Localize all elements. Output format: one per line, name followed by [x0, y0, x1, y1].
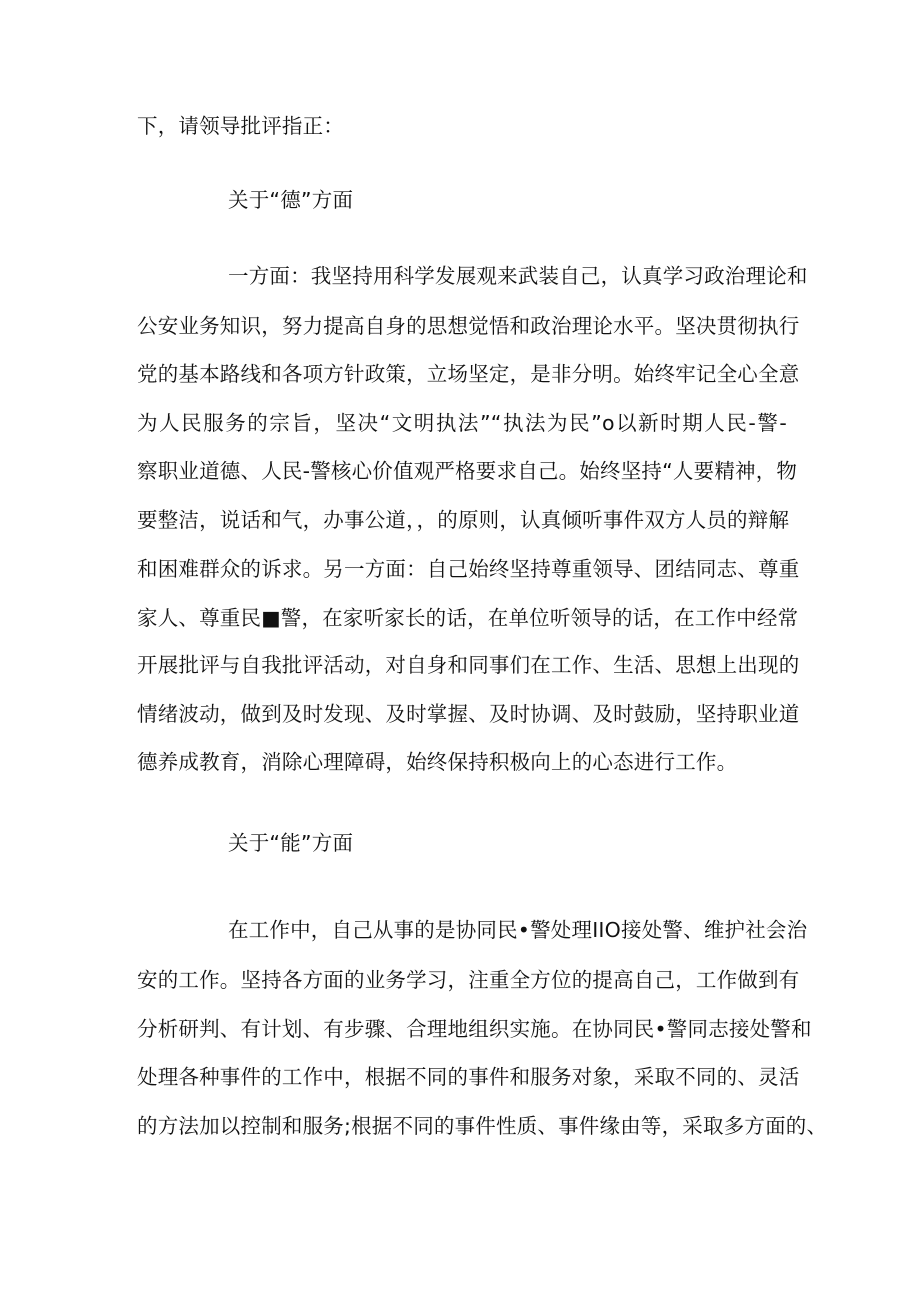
section-heading-de: 关于“德”方面: [228, 188, 354, 212]
paragraph-line: 开展批评与自我批评活动，对自身和同事们在工作、生活、思想上出现的: [137, 653, 800, 677]
paragraph-line: 一方面：我坚持用科学发展观来武装自己，认真学习政治理论和: [228, 264, 808, 288]
paragraph-line: 分析研判、有计划、有步骤、合理地组织实施。在协同民•警同志接处警和: [137, 1017, 812, 1041]
paragraph-line: 在工作中，自己从事的是协同民•警处理IIO接处警、维护社会治: [228, 918, 808, 942]
paragraph-line: 情绪波动，做到及时发现、及时掌握、及时协调、及时鼓励，坚持职业道: [137, 702, 800, 726]
paragraph-line: 要整洁，说话和气，办事公道，，的原则，认真倾听事件双方人员的辩解: [137, 508, 790, 532]
paragraph-line: 察职业道德、人民-警核心价值观严格要求自己。始终坚持“人要精神，物: [137, 459, 798, 483]
paragraph-line: 家人、尊重民■警，在家听家长的话，在单位听领导的话，在工作中经常: [137, 606, 799, 630]
paragraph-line: 党的基本路线和各项方针政策，立场坚定，是非分明。始终牢记全心全意: [137, 362, 800, 386]
section-heading-neng: 关于“能”方面: [228, 831, 354, 855]
paragraph-line: 公安业务知识，努力提高自身的思想觉悟和政治理论水平。坚决贯彻执行: [137, 314, 800, 338]
paragraph-line: 德养成教育，消除心理障碍，始终保持积极向上的心态进行工作。: [137, 750, 738, 774]
closing-line: 下，请领导批评指正：: [137, 114, 344, 138]
paragraph-line: 为人民服务的宗旨，坚决“文明执法”“执法为民”o以新时期人民-警-: [137, 411, 787, 435]
paragraph-line: 的方法加以控制和服务;根据不同的事件性质、事件缘由等，采取多方面的、: [137, 1114, 828, 1138]
paragraph-line: 处理各种事件的工作中，根据不同的事件和服务对象，采取不同的、灵活: [137, 1065, 800, 1089]
paragraph-line: 和困难群众的诉求。另一方面：自己始终坚持尊重领导、团结同志、尊重: [137, 557, 800, 581]
paragraph-line: 安的工作。坚持各方面的业务学习，注重全方位的提高自己，工作做到有: [137, 968, 800, 992]
